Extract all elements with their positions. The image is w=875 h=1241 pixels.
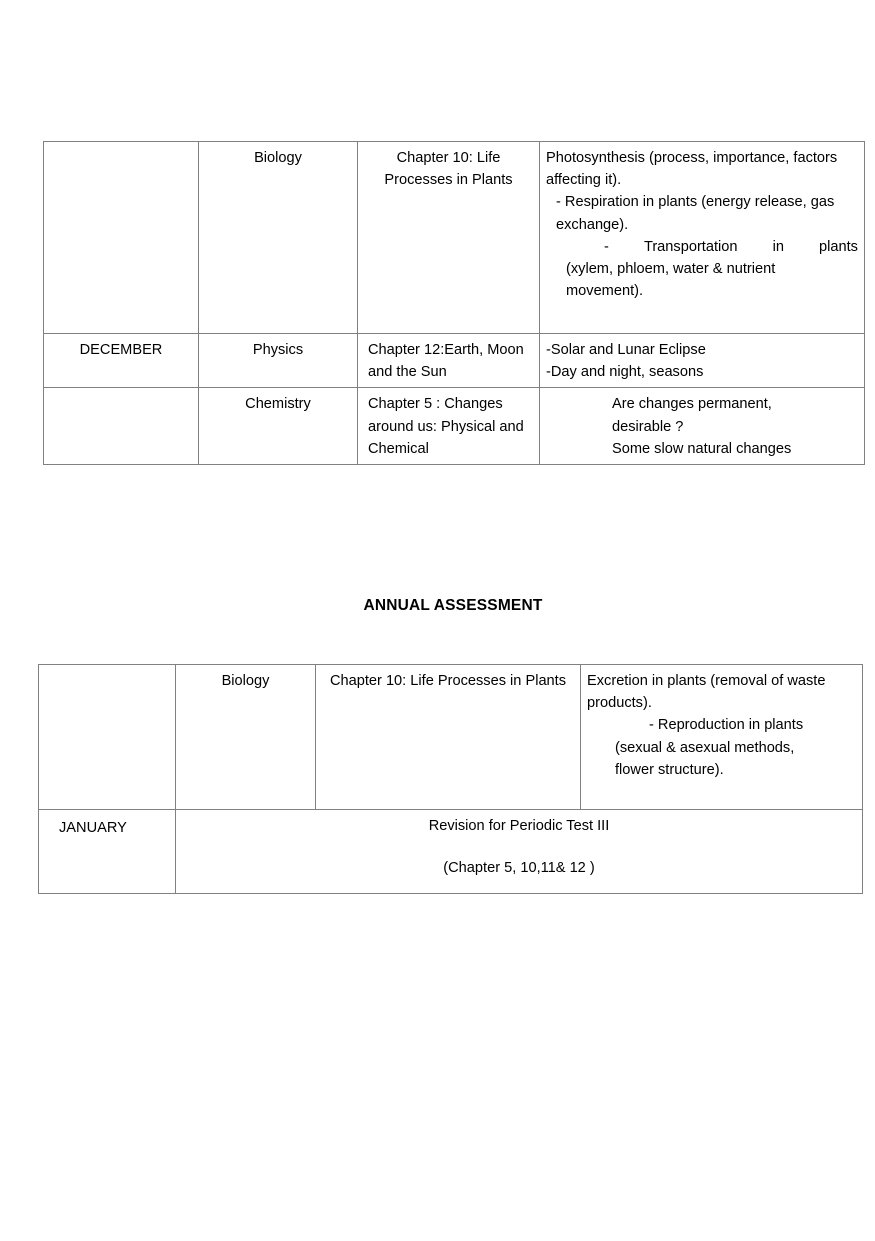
topic-dash: - <box>604 238 609 255</box>
cell-month <box>39 665 176 810</box>
cell-month <box>44 388 199 465</box>
cell-chapter: Chapter 10: Life Processes in Plants <box>358 142 540 334</box>
topic-word: plants <box>819 238 858 255</box>
topic-line-transportation <box>546 236 858 258</box>
topic-word: in <box>772 238 784 255</box>
cell-subject: Physics <box>199 334 358 388</box>
cell-chapter: Chapter 5 : Changes around us: Physical and Chemical <box>358 388 540 465</box>
topic-line: (sexual & asexual methods, <box>615 739 795 756</box>
topic-line: movement). <box>566 283 644 300</box>
cell-subject: Biology <box>199 142 358 334</box>
topic-line: Excretion in plants (removal of waste products). <box>587 673 826 712</box>
topic-line: flower structure). <box>615 761 724 778</box>
page-title: ANNUAL ASSESSMENT <box>363 597 543 614</box>
cell-topics <box>540 142 865 334</box>
topic-line: Photosynthesis (process, importance, factors affecting it). <box>546 150 838 189</box>
topic-line: -Solar and Lunar Eclipse <box>546 342 706 358</box>
topic-line: (xylem, phloem, water & nutrient <box>566 260 776 277</box>
cell-subject: Biology <box>176 665 316 810</box>
cell-topics <box>540 388 865 465</box>
cell-chapter: Chapter 12:Earth, Moon and the Sun <box>358 334 540 388</box>
cell-topics <box>581 665 863 810</box>
cell-month <box>44 142 199 334</box>
topic-line: - Respiration in plants (energy release, gas exchange). <box>556 194 835 233</box>
table-row <box>44 334 865 388</box>
table-row <box>44 388 865 465</box>
table-row <box>44 142 865 334</box>
table-row <box>39 665 863 810</box>
revision-title: Revision for Periodic Test III <box>428 818 610 834</box>
topic-word: Transportation <box>643 238 738 255</box>
table-row <box>39 810 863 894</box>
cell-month: DECEMBER <box>44 334 199 388</box>
topic-line: desirable ? <box>612 418 684 435</box>
table-syllabus-december <box>43 141 865 465</box>
cell-month: JANUARY <box>39 810 176 894</box>
topic-line: Some slow natural changes <box>612 440 792 457</box>
topic-line: -Day and night, seasons <box>546 364 704 381</box>
revision-chapters: (Chapter 5, 10,11& 12 ) <box>443 860 595 877</box>
cell-subject: Chemistry <box>199 388 358 465</box>
cell-revision-note <box>176 810 863 894</box>
table-syllabus-january <box>38 664 863 894</box>
topic-line: Are changes permanent, <box>612 396 772 413</box>
cell-topics <box>540 334 865 388</box>
topic-line: - Reproduction in plants <box>649 717 804 734</box>
cell-chapter: Chapter 10: Life Processes in Plants <box>316 665 581 810</box>
